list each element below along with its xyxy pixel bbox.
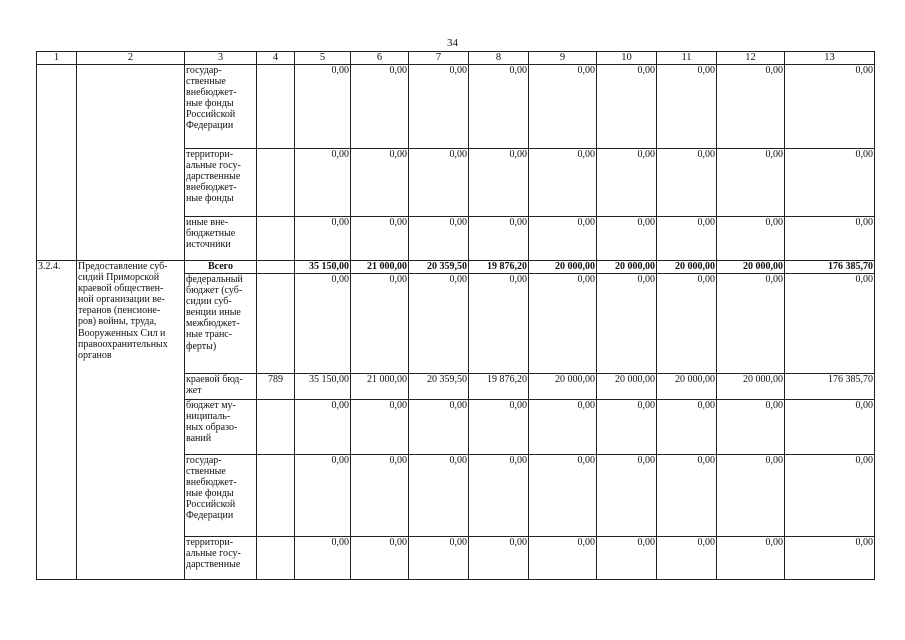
column-number-row <box>37 52 875 65</box>
table-row <box>37 65 875 149</box>
funding-source: иные вне- бюджетные источники <box>185 217 257 261</box>
funding-source: территори- альные госу- дарственные внебюджет- ные фонды <box>185 149 257 217</box>
value-cell: 0,00 <box>295 65 351 149</box>
column-header: 3 <box>185 52 257 65</box>
column-header: 7 <box>409 52 469 65</box>
value-cell: 176 385,70 <box>785 374 875 400</box>
value-cell: 0,00 <box>597 149 657 217</box>
value-cell: 176 385,70 <box>785 261 875 274</box>
budget-code <box>257 455 295 537</box>
value-cell: 0,00 <box>469 274 529 374</box>
value-cell: 0,00 <box>597 537 657 580</box>
value-cell: 0,00 <box>351 149 409 217</box>
value-cell: 0,00 <box>469 455 529 537</box>
value-cell: 0,00 <box>597 455 657 537</box>
value-cell: 0,00 <box>657 149 717 217</box>
value-cell: 0,00 <box>717 400 785 455</box>
value-cell: 0,00 <box>657 400 717 455</box>
value-cell: 0,00 <box>469 537 529 580</box>
value-cell: 0,00 <box>469 149 529 217</box>
value-cell: 0,00 <box>597 274 657 374</box>
value-cell: 0,00 <box>657 65 717 149</box>
value-cell: 20 000,00 <box>529 374 597 400</box>
funding-source: государ- ственные внебюджет- ные фонды Российской Федерации <box>185 65 257 149</box>
value-cell: 0,00 <box>529 274 597 374</box>
value-cell: 0,00 <box>409 400 469 455</box>
funding-source: федеральный бюджет (суб- сидии суб- венции иные межбюджет- ные транс- ферты) <box>185 274 257 374</box>
column-header: 11 <box>657 52 717 65</box>
value-cell: 0,00 <box>409 217 469 261</box>
value-cell: 20 000,00 <box>597 374 657 400</box>
column-header: 9 <box>529 52 597 65</box>
value-cell: 0,00 <box>469 217 529 261</box>
value-cell: 0,00 <box>469 400 529 455</box>
budget-code <box>257 217 295 261</box>
column-header: 8 <box>469 52 529 65</box>
value-cell: 0,00 <box>657 274 717 374</box>
value-cell: 0,00 <box>469 65 529 149</box>
value-cell: 0,00 <box>295 400 351 455</box>
value-cell: 0,00 <box>529 537 597 580</box>
value-cell: 0,00 <box>295 149 351 217</box>
budget-code <box>257 149 295 217</box>
value-cell: 20 359,50 <box>409 374 469 400</box>
total-label: Всего <box>185 261 257 274</box>
value-cell: 21 000,00 <box>351 374 409 400</box>
value-cell: 0,00 <box>785 274 875 374</box>
value-cell: 20 359,50 <box>409 261 469 274</box>
value-cell: 0,00 <box>529 217 597 261</box>
value-cell: 0,00 <box>785 217 875 261</box>
value-cell: 0,00 <box>409 65 469 149</box>
budget-code <box>257 261 295 274</box>
budget-code <box>257 65 295 149</box>
value-cell: 0,00 <box>597 217 657 261</box>
value-cell: 0,00 <box>351 455 409 537</box>
page-number: 34 <box>447 37 458 49</box>
value-cell: 0,00 <box>717 217 785 261</box>
value-cell: 0,00 <box>295 217 351 261</box>
value-cell: 0,00 <box>657 217 717 261</box>
funding-source: территори- альные госу- дарственные <box>185 537 257 580</box>
value-cell: 0,00 <box>597 65 657 149</box>
value-cell: 0,00 <box>717 65 785 149</box>
value-cell: 0,00 <box>785 400 875 455</box>
value-cell: 0,00 <box>785 149 875 217</box>
value-cell: 20 000,00 <box>717 261 785 274</box>
value-cell: 0,00 <box>351 537 409 580</box>
value-cell: 0,00 <box>351 65 409 149</box>
column-header: 6 <box>351 52 409 65</box>
column-header: 4 <box>257 52 295 65</box>
value-cell: 0,00 <box>351 400 409 455</box>
budget-code <box>257 274 295 374</box>
value-cell: 0,00 <box>529 149 597 217</box>
value-cell: 0,00 <box>409 455 469 537</box>
value-cell: 19 876,20 <box>469 261 529 274</box>
item-name-cell <box>77 65 185 261</box>
value-cell: 0,00 <box>717 455 785 537</box>
value-cell: 35 150,00 <box>295 374 351 400</box>
funding-source: государ- ственные внебюджет- ные фонды Российской Федерации <box>185 455 257 537</box>
value-cell: 0,00 <box>529 455 597 537</box>
budget-code <box>257 537 295 580</box>
value-cell: 35 150,00 <box>295 261 351 274</box>
column-header: 12 <box>717 52 785 65</box>
funding-source: бюджет му- ниципаль- ных образо- ваний <box>185 400 257 455</box>
item-number-cell: 3.2.4. <box>37 261 77 580</box>
value-cell: 0,00 <box>785 65 875 149</box>
table-row <box>37 261 875 274</box>
column-header: 13 <box>785 52 875 65</box>
financing-table <box>36 51 875 580</box>
value-cell: 0,00 <box>785 455 875 537</box>
column-header: 10 <box>597 52 657 65</box>
value-cell: 20 000,00 <box>597 261 657 274</box>
funding-source: краевой бюд- жет <box>185 374 257 400</box>
column-header: 1 <box>37 52 77 65</box>
value-cell: 0,00 <box>351 274 409 374</box>
value-cell: 0,00 <box>351 217 409 261</box>
budget-code: 789 <box>257 374 295 400</box>
value-cell: 20 000,00 <box>657 261 717 274</box>
value-cell: 20 000,00 <box>529 261 597 274</box>
item-name-cell: Предоставление суб- сидий Приморской краевой обществен- ной организации ве- теранов (пенсионе- ров) войны, труда, Вооруженных Сил и правоохранительных органов <box>77 261 185 580</box>
value-cell: 0,00 <box>597 400 657 455</box>
value-cell: 0,00 <box>295 455 351 537</box>
value-cell: 0,00 <box>657 537 717 580</box>
value-cell: 0,00 <box>529 65 597 149</box>
value-cell: 0,00 <box>409 537 469 580</box>
value-cell: 0,00 <box>717 149 785 217</box>
value-cell: 0,00 <box>295 537 351 580</box>
value-cell: 20 000,00 <box>657 374 717 400</box>
value-cell: 0,00 <box>657 455 717 537</box>
value-cell: 0,00 <box>295 274 351 374</box>
value-cell: 21 000,00 <box>351 261 409 274</box>
column-header: 5 <box>295 52 351 65</box>
value-cell: 19 876,20 <box>469 374 529 400</box>
value-cell: 0,00 <box>785 537 875 580</box>
budget-code <box>257 400 295 455</box>
value-cell: 0,00 <box>409 274 469 374</box>
value-cell: 0,00 <box>717 274 785 374</box>
value-cell: 20 000,00 <box>717 374 785 400</box>
value-cell: 0,00 <box>717 537 785 580</box>
value-cell: 0,00 <box>409 149 469 217</box>
column-header: 2 <box>77 52 185 65</box>
item-number-cell <box>37 65 77 261</box>
value-cell: 0,00 <box>529 400 597 455</box>
